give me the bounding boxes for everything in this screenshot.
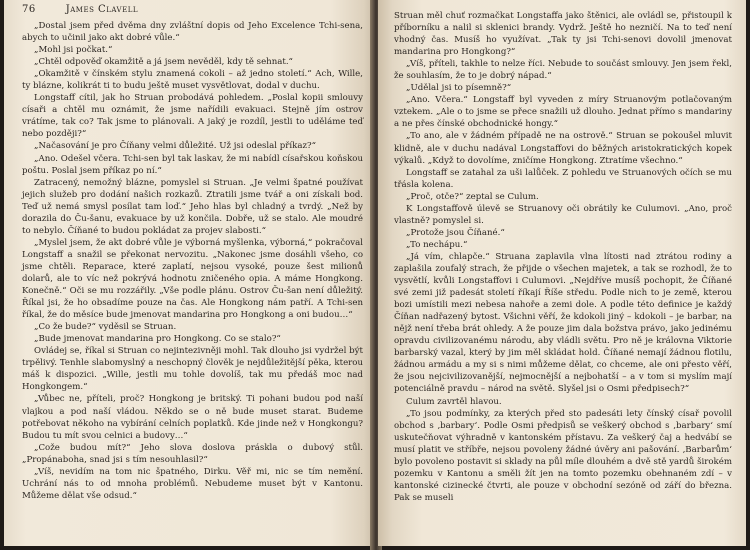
paragraph: Ovládej se, říkal si Struan co nejintezivněji mohl. Tak dlouho jsi vydržel být trpělivý. Tenhle slabomyslný a neschopný člověk je nejdůležitější pěka, kterou máš k dispozici. „Wille, jestli mu tohle dovolíš, tak mu předáš moc nad Hongkongem.“: [22, 346, 363, 393]
paragraph: „Myslel jsem, že akt dobré vůle je výborná myšlenka, výborná,“ pokračoval Longstaff a snažil se překonat nervozitu. „Nakonec jsme dosáhli všeho, co jsme chtěli. Reparace, které zaplatí, nejsou vysoké, pouze šest milionů dolarů, ale to víc než pokrývá hodnotu zničeného opia. A máme Hongkong. Konečně.“ Oči se mu rozzářily. „Vše podle plánu. Ostrov Ču-šan není důležitý. Říkal jsi, že ho obsadíme pouze na čas. Ale Hongkong nám patří. A Tchi-sen říkal, že do měsíce bude jmenovat mandarina pro Hongkong a oni budou…“: [22, 237, 363, 321]
paragraph: „Víš, nevidím na tom nic špatného, Dirku. Věř mi, nic se tím nemění. Uchrání nás to od mnoha problémů. Nebudeme muset být v Kantonu. Můžeme dělat vše odsud.“: [22, 466, 363, 501]
paragraph: „Proč, otče?“ zeptal se Culum.: [406, 191, 539, 202]
paragraph: „Chtěl odpověď okamžitě a já jsem nevěděl, kdy tě sehnat.“: [34, 57, 293, 68]
paragraph: „Vůbec ne, příteli, proč? Hongkong je britský. Ti pohani budou pod naší vlajkou a pod naší vládou. Někdo se o ně bude muset starat. Budeme potřebovat někoho na vybírání celních poplatků. Kde jinde než v Hongkongu? Budou tu mít svou celnici a budovy…“: [22, 394, 363, 441]
paragraph: Longstaff se zatahal za uši lalůček. Z pohledu ve Struanových očích se mu třásla kolena.: [394, 167, 732, 190]
paragraph: Culum zavrtěl hlavou.: [406, 396, 502, 407]
paragraph: „To nechápu.“: [406, 239, 468, 250]
left-page: [4, 0, 375, 546]
paragraph: „Okamžitě v čínském stylu znamená cokoli – až jedno století.“ Ach, Wille, ty blázne, kolikrát ti to budu ještě muset vysvětlovat, dodal v duchu.: [22, 69, 363, 92]
running-head: James Clavell: [65, 4, 139, 15]
paragraph: „Udělal jsi to písemně?“: [406, 83, 512, 94]
right-page: [378, 0, 746, 546]
paragraph: „Cože budou mít?“ Jeho slova doslova práskla o dubový stůl. „Propánaboha, snad jsi s tím nesouhlasil?“: [22, 442, 363, 465]
paragraph: „Ano. Včera.“ Longstaff byl vyveden z míry Struanovým potlačovaným vztekem. „Ale o to jsme se přece snažili už dlouho. Jednat přímo s mandariny a ne přes čínské obchodnické hongy.“: [394, 95, 732, 130]
paragraph: „Načasování je pro Číňany velmi důležité. Už jsi odeslal příkaz?“: [34, 141, 317, 152]
page-number: 76: [22, 4, 36, 15]
left-page-text: [22, 20, 363, 502]
page-header: [22, 4, 363, 18]
paragraph: K Longstaffově úlevě se Struanovy oči obrátily ke Culumovi. „Ano, proč vlastně? pomyslel si.: [394, 203, 732, 226]
paragraph: „Ano. Odešel včera. Tchi-sen byl tak laskav, že mi nabídl císařskou koňskou poštu. Poslal jsem příkaz po ní.“: [22, 153, 363, 176]
paragraph: „Mohl jsi počkat.“: [34, 45, 113, 56]
right-page-text: [394, 10, 732, 504]
paragraph: Struan měl chuť rozmačkat Longstaffa jako štěnici, ale ovládl se, přistoupil k příborníku a nalil si sklenici brandy. Vydrž. Ještě ho nezničí. Na to teď není vhodný čas. Musíš ho využívat. „Tak ty jsi Tchi-senovi dovolil jmenovat mandarina pro Hongkong?“: [394, 11, 732, 58]
paragraph: „Dostal jsem před dvěma dny zvláštní dopis od Jeho Excelence Tchi-sena, abych to učinil jako akt dobré vůle.“: [22, 21, 363, 44]
paragraph: „Já vím, chlapče.“ Struana zaplavila vlna lítosti nad ztrátou rodiny a zaplašila zoufalý strach, že přijde o všechen majetek, a tak se rozhodl, že to vysvětlí, kvůli Longstaffovi i Culumovi. „Nejdříve musíš pochopit, že Číňané své zemi již padesát století říkají Říše středu. Podle nich to je země, kterou bozi umístili mezi nebesa nahoře a zemi dole. A podle této definice je každý Číňan nadřazený bytost. Všichni věří, že kdokoli jiný – kdokoli – je barbar, na nějž není třeba brát ohledy. A že pouze jim dala božstva právo, jako jedinému opravdu civilizovanému národu, aby vládli světu. Pro ně je královna Viktorie barbarský vazal, který by jim měl skládat hold. Číňané nemají žádnou flotilu, žádnou armádu a my si s nimi můžeme dělat, co chceme, ale oni přesto věří, že jsou nejcivilizovanější, nejmocnější a nejbohatší – a v tom si myslím mají potenciálně pravdu – národ na světě. Slyšel jsi o Osmi předpisech?“: [394, 251, 732, 395]
paragraph: „Co že bude?“ vyděsil se Struan.: [34, 322, 177, 333]
paragraph: „To ano, ale v žádném případě ne na ostrově.“ Struan se pokoušel mluvit klidně, ale v duchu nadával Longstaffovi do běžných aristokratických kopek výkalů. „Když to dovolíme, zničíme Hongkong. Ztratíme všechno.“: [394, 131, 732, 166]
paragraph: „Víš, příteli, takhle to nelze říci. Nebude to součást smlouvy. Jen jsem řekl, že souhlasím, že to je dobrý nápad.“: [394, 59, 732, 82]
paragraph: „Bude jmenovat mandarina pro Hongkong. Co se stalo?“: [34, 334, 281, 345]
paragraph: Zatracený, nemožný blázne, pomyslel si Struan. „Je velmi špatné používat jejich služeb pro dodání našich rozkazů. Ztratili jsme tvář a oni získali bod. Teď už nemá smysl posílat tam loď.“ Jeho hlas byl chladný a tvrdý. „Než by dorazila do Ču-šanu, evakuace by už končila. Dobře, už se stalo. Ale moudré to nebylo. Číňané to budou pokládat za projev slabosti.“: [22, 177, 363, 236]
paragraph: „Protože jsou Číňané.“: [406, 227, 505, 238]
paragraph: „To jsou podmínky, za kterých před sto padesáti lety čínský císař povolil obchod s ‚barbary‘. Podle Osmi předpisů se veškerý obchod s ‚barbary‘ smí uskutečňovat výhradně v kantonském přístavu. Za veškerý čaj a hedvábí se musí platit ve stříbře, nejsou povoleny žádné úvěry ani pašování. ‚Barbarům‘ bylo povoleno postavit si sklady na půl míle dlouhém a dvě stě yardů širokém pozemku v Kantonu a směli žít jen na tomto pozemku obehnaném zdí – v kantonské cizinecké čtvrti, ale pouze v obchodní sezóně od září do března. Pak se museli: [394, 408, 732, 503]
paragraph: Longstaff cítil, jak ho Struan probodává pohledem. „Poslal kopii smlouvy císaři a chtěl mu oznámit, že jsme nařídili evakuaci. Stejně jím ostrov vrátíme, tak co? Tak jsme to plánovali. A jaký je rozdíl, jestli to uděláme teď nebo později?“: [22, 93, 363, 140]
